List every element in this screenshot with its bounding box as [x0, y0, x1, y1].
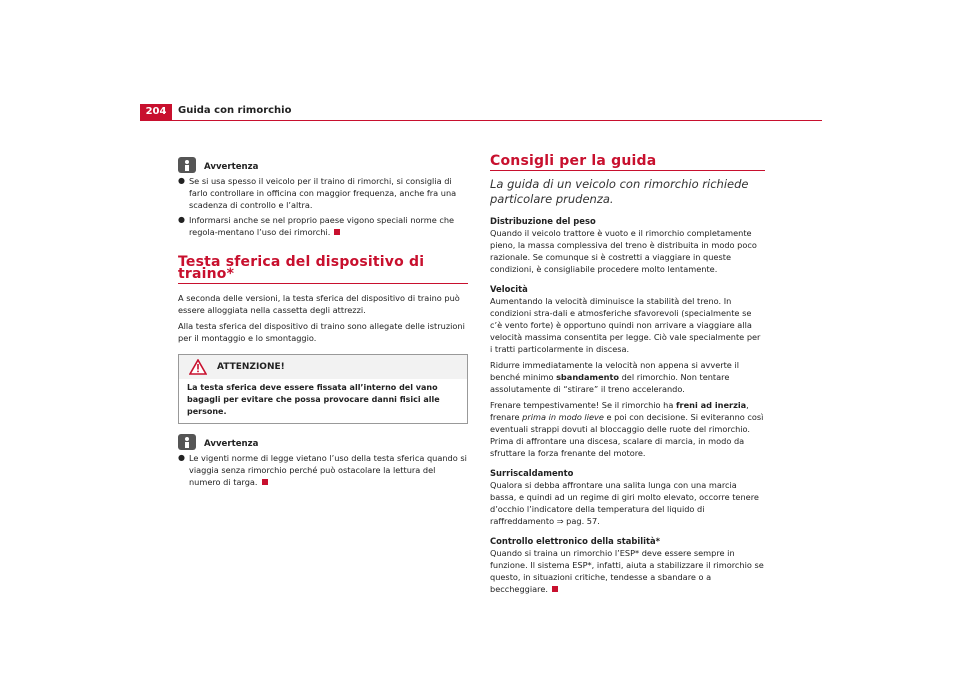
note-icon — [178, 157, 196, 173]
paragraph: Alla testa sferica del dispositivo di traino sono allegate delle istruzioni per il montaggio e lo smontaggio. — [178, 321, 465, 343]
bullet-icon: ● — [178, 453, 185, 462]
note-bullet — [178, 175, 468, 211]
note-bullet — [178, 452, 468, 488]
note-bullet-text: Informarsi anche se nel proprio paese vigono speciali norme che regola-mentano l’uso dei rimorchi. — [188, 215, 455, 237]
note-title — [178, 434, 468, 450]
warning-box — [178, 354, 468, 424]
page-ref-arrow-icon: ⇒ — [556, 516, 564, 526]
subheading: Velocità — [490, 284, 528, 294]
page-number: 204 — [140, 104, 172, 120]
paragraph: Aumentando la velocità diminuisce la stabilità del treno. In condizioni stra-dali e atmosferiche sfavorevoli (specialmente se c’è vento forte) è opportuno quindi non arrivare a viaggiare alla velocità massima consentita per legge. Ciò vale specialmente per i tratti particolarmente in discesa. — [490, 296, 761, 354]
text-run: Frenare tempestivamente! Se il rimorchio ha — [490, 400, 676, 410]
paragraph — [490, 547, 765, 595]
left-column — [178, 157, 468, 488]
text-run: , frenare — [490, 400, 749, 422]
note-title-text: Avvertenza — [204, 439, 259, 449]
bullet-icon: ● — [178, 215, 185, 224]
section-title: Consigli per la guida — [490, 155, 765, 171]
header-rule — [140, 120, 822, 121]
subheading: Distribuzione del peso — [490, 216, 596, 226]
text-run: Qualora si debba affrontare una salita lunga con una marcia bassa, e quindi ad un regime di giri molto elevato, occorre tenere d’occhio l’indicatore della temperatura del liquido di raffreddamento — [490, 480, 759, 526]
warning-title: ATTENZIONE! — [217, 362, 285, 372]
text-run: Quando si traina un rimorchio l’ESP* deve essere sempre in funzione. Il sistema ESP*, infatti, aiuta a stabilizzare il rimorchio se questo, in situazioni critiche, tendesse a sbandare o a beccheggiare. — [490, 548, 764, 594]
bold-term: sbandamento — [556, 372, 619, 382]
paragraph — [490, 359, 765, 395]
warning-header — [179, 355, 467, 379]
note-title — [178, 157, 468, 173]
italic-term: prima in modo lieve — [522, 412, 604, 422]
subheading: Surriscaldamento — [490, 468, 574, 478]
note-bullet — [178, 214, 468, 238]
bullet-icon: ● — [178, 176, 185, 185]
end-square-icon — [552, 586, 558, 592]
right-column — [490, 155, 765, 599]
end-square-icon — [262, 479, 268, 485]
note-box — [178, 157, 468, 238]
end-square-icon — [334, 229, 340, 235]
text-run: Ridurre immediatamente la velocità non appena si avverte il benché minimo — [490, 360, 739, 382]
warning-triangle-icon — [189, 359, 207, 375]
paragraph: Quando il veicolo trattore è vuoto e il rimorchio completamente pieno, la massa complessiva del treno è distribuita in modo poco razionale. Se comunque si è costretti a viaggiare in queste condizioni, è consigliabile procedere molto lentamente. — [490, 228, 757, 274]
note-bullet-text: Se si usa spesso il veicolo per il traino di rimorchi, si consiglia di farlo controllare in officina con maggior frequenza, anche fra una scadenza di controllo e l’altra. — [188, 176, 457, 210]
section-title: Testa sferica del dispositivo di traino* — [178, 256, 468, 284]
paragraph: A seconda delle versioni, la testa sferica del dispositivo di traino può essere alloggiata nella cassetta degli attrezzi. — [178, 293, 460, 315]
warning-text: La testa sferica deve essere fissata all’interno del vano bagagli per evitare che possa provocare danni fisici alle persone. — [187, 383, 440, 416]
note-bullet-text: Le vigenti norme di legge vietano l’uso della testa sferica quando si viaggia senza rimorchio perché può ostacolare la lettura del numero di targa. — [188, 453, 467, 487]
lead-text: La guida di un veicolo con rimorchio richiede particolare prudenza. — [490, 177, 749, 206]
text-run: del rimorchio. Non tentare assolutamente di “stirare” il treno accelerando. — [490, 372, 730, 394]
subheading: Controllo elettronico della stabilità* — [490, 536, 661, 546]
note-box — [178, 434, 468, 488]
paragraph — [490, 399, 765, 459]
note-title-text: Avvertenza — [204, 162, 259, 172]
paragraph — [490, 479, 765, 527]
page-reference-link[interactable]: pag. 57. — [563, 516, 600, 526]
bold-term: freni ad inerzia — [675, 400, 747, 410]
text-run: e poi con decisione. Si eviteranno così eventuali strappi dovuti al bloccaggio delle ruote del rimorchio. Prima di affrontare una discesa, scalare di marcia, in modo da sfruttare la forza frenante del motore. — [490, 412, 764, 458]
running-title: Guida con rimorchio — [178, 105, 292, 116]
note-icon — [178, 434, 196, 450]
